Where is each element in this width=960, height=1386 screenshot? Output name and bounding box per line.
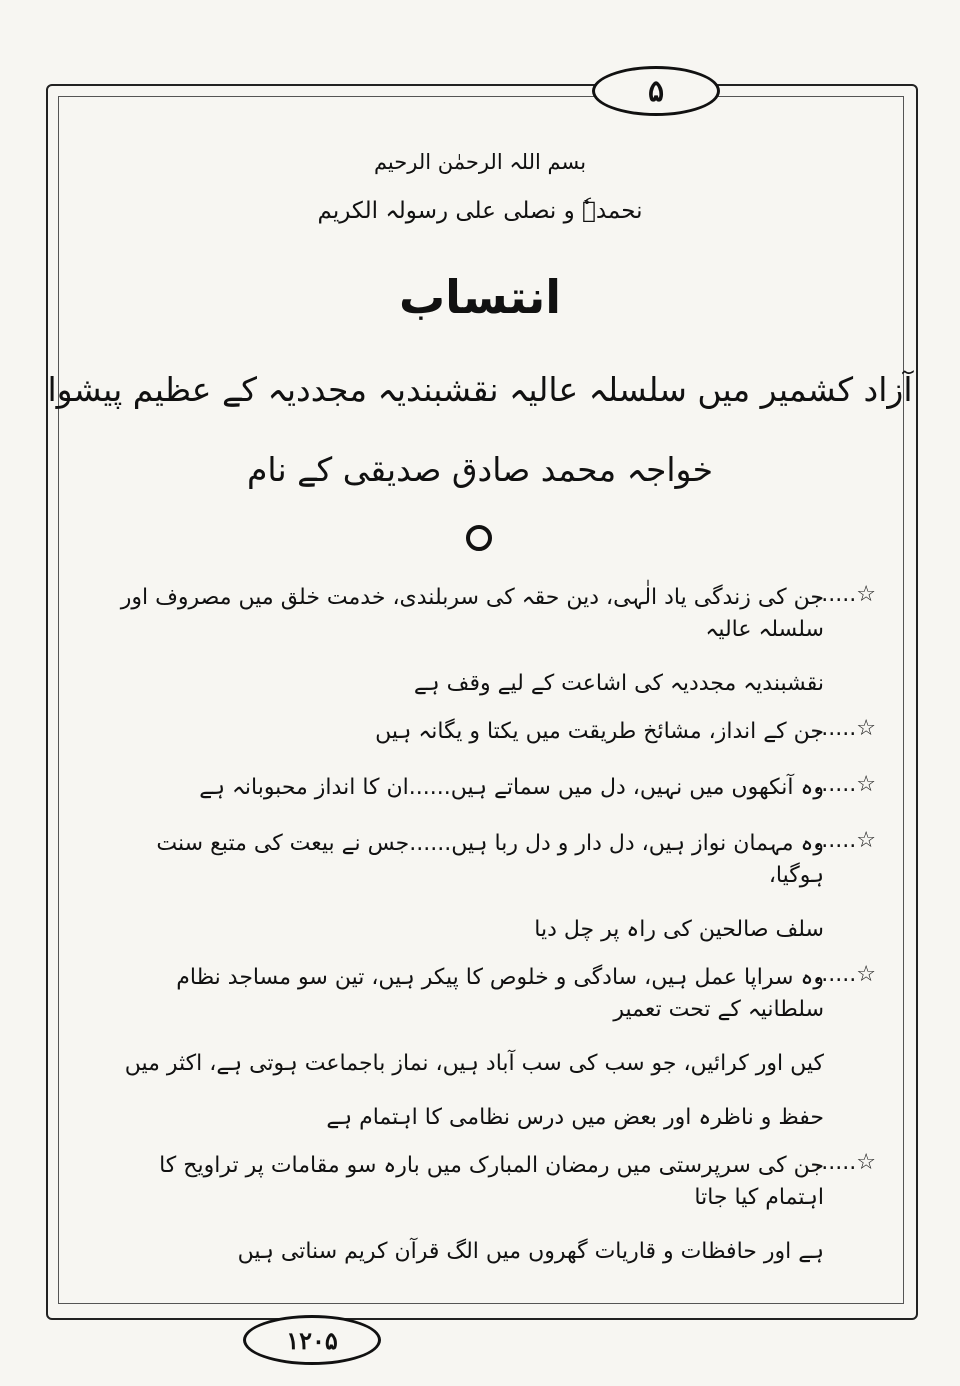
list-item-line: حفظ و ناظرہ اور بعض میں درس نظامی کا اہتمام ہے [326,1105,824,1130]
list-item [96,582,876,700]
ornament-circle-icon [466,525,492,551]
star-bullet-icon: ☆...... [814,582,876,607]
list-item-line: وہ آنکھوں میں نہیں، دل میں سماتے ہیں......ان کا انداز محبوبانہ ہے [199,775,824,800]
list-item-line: نقشبندیہ مجددیہ کی اشاعت کے لیے وقف ہے [413,671,824,696]
salutation: نحمدہٗ و نصلی علی رسولہ الکریم [317,198,643,224]
list-item-line: جن کے انداز، مشائخ طریقت میں یکتا و یگانہ ہیں [375,719,824,744]
dedication-line-1: آزاد کشمیر میں سلسلہ عالیہ نقشبندیہ مجددیہ کے عظیم پیشوا [47,370,913,409]
list-item-line: سلف صالحین کی راہ پر چل دیا [534,917,824,942]
star-bullet-icon: ☆...... [814,1150,876,1175]
star-bullet-icon: ☆...... [814,772,876,797]
list-item [96,716,876,748]
list-item [96,828,876,946]
star-bullet-icon: ☆...... [814,716,876,741]
star-bullet-icon: ☆...... [814,828,876,853]
list-item-line: کیں اور کرائیں، جو سب کی سب آباد ہیں، نماز باجماعت ہوتی ہے، اکثر میں [124,1051,824,1076]
list-item-line: جن کی زندگی یاد الٰہی، دین حقہ کی سربلندی، خدمت خلق میں مصروف اور سلسلہ عالیہ [120,585,824,642]
list-item-line: ہے اور حافظات و قاریات گھروں میں الگ قرآن کریم سناتی ہیں [237,1239,824,1264]
star-bullet-icon: ☆...... [814,962,876,987]
list-item [96,962,876,1134]
dedication-line-2: خواجہ محمد صادق صدیقی کے نام [247,450,713,489]
list-item-line: وہ مہمان نواز ہیں، دل دار و دل ربا ہیں......جس نے بیعت کی متبع سنت ہوگیا، [156,831,824,888]
list-item [96,1150,876,1268]
dedication-list [96,582,876,1284]
list-item [96,772,876,804]
list-item-line: وہ سراپا عمل ہیں، سادگی و خلوص کا پیکر ہیں، تین سو مساجد نظام سلطانیہ کے تحت تعمیر [176,965,824,1022]
page-title: انتساب [398,270,562,324]
top-page-number: ۵ [592,66,720,116]
list-item-line: جن کی سرپرستی میں رمضان المبارک میں بارہ سو مقامات پر تراویح کا اہتمام کیا جاتا [159,1153,824,1210]
bismillah: بسم اللہ الرحمٰن الرحیم [373,150,587,174]
bottom-page-number: ۱۲۰۵ [243,1315,381,1365]
